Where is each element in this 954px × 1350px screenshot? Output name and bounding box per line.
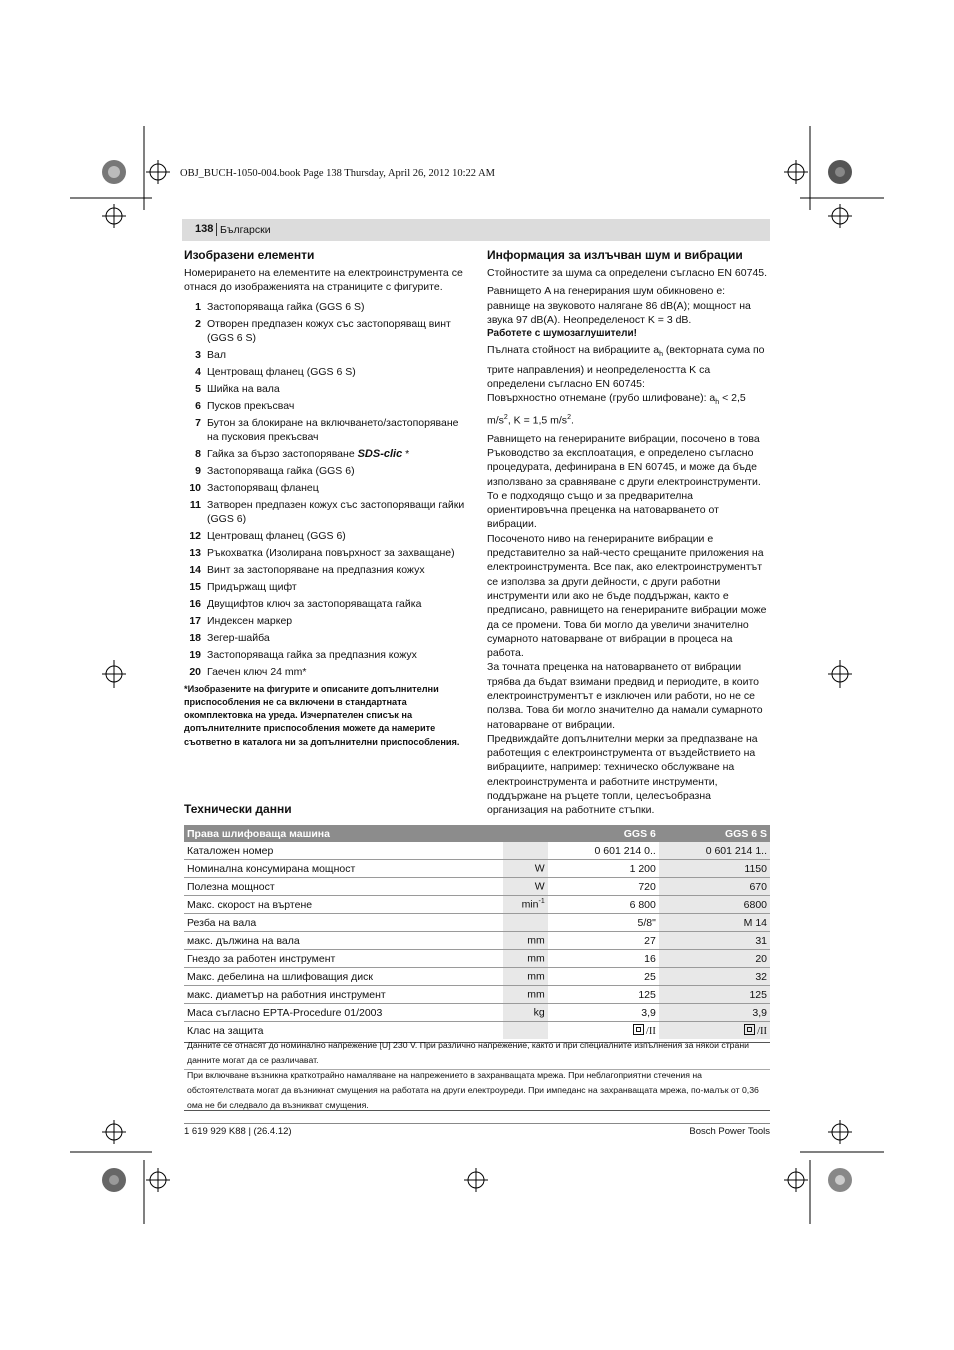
section-heading: Информация за излъчван шум и вибрации bbox=[487, 248, 743, 262]
list-item bbox=[184, 597, 467, 611]
spec-unit: mm bbox=[503, 968, 547, 986]
paragraph: Предвиждайте допълнителни мерки за предпазване на работещия с електроинструмента от въздействието на вибрациите, например: техническо обслужване на електроинструмента и работните инструменти, поддържане на ръцете топли, целесъобразна организация на работните стъпки. bbox=[487, 732, 758, 817]
spec-label: макс. диаметър на работния инструмент bbox=[184, 986, 503, 1004]
spec-value-ggs6: 0 601 214 0.. bbox=[548, 842, 659, 860]
item-text: Гайка за бързо застопоряване SDS-clic * bbox=[207, 447, 410, 460]
item-number: 14 bbox=[189, 563, 201, 576]
spec-unit bbox=[503, 842, 547, 860]
list-item bbox=[184, 529, 467, 543]
list-item bbox=[184, 399, 467, 413]
item-number: 6 bbox=[195, 399, 201, 412]
spec-label: Резба на вала bbox=[184, 914, 503, 932]
item-number: 9 bbox=[195, 464, 201, 477]
item-number: 20 bbox=[189, 665, 201, 678]
list-item bbox=[184, 447, 467, 461]
item-number: 12 bbox=[189, 529, 201, 542]
item-number: 4 bbox=[195, 365, 201, 378]
list-item bbox=[184, 348, 467, 362]
spec-unit: kg bbox=[503, 1004, 547, 1022]
item-number: 10 bbox=[189, 481, 201, 494]
paragraph: Повърхностно отнемане (грубо шлифоване): $a_h < 2,5$ $m/s^2$, K = 1,5 $m/s^2$. bbox=[487, 392, 746, 427]
table-row bbox=[184, 896, 770, 914]
item-number: 16 bbox=[189, 597, 201, 610]
table-row bbox=[184, 1022, 770, 1040]
table-row bbox=[184, 914, 770, 932]
table-row bbox=[184, 932, 770, 950]
table-row bbox=[184, 860, 770, 878]
header-divider bbox=[216, 223, 217, 236]
spec-value-ggs6s: /II bbox=[659, 1022, 770, 1040]
list-item bbox=[184, 498, 467, 526]
list-item bbox=[184, 614, 467, 628]
table-row bbox=[184, 842, 770, 860]
spec-unit bbox=[503, 914, 547, 932]
print-header: OBJ_BUCH-1050-004.book Page 138 Thursday, April 26, 2012 10:22 AM bbox=[180, 168, 495, 179]
list-item bbox=[184, 563, 467, 577]
item-text: Застопоряваща гайка (GGS 6) bbox=[207, 464, 355, 477]
item-text: Застопоряващ фланец bbox=[207, 481, 319, 494]
spec-label: Каталожен номер bbox=[184, 842, 503, 860]
list-item bbox=[184, 631, 467, 645]
item-text: Ръкохватка (Изолирана повърхност за захващане) bbox=[207, 546, 455, 559]
item-number: 17 bbox=[189, 614, 201, 627]
spec-value-ggs6s: 32 bbox=[659, 968, 770, 986]
table-header-cell: Права шлифоваща машина bbox=[184, 825, 503, 842]
list-item bbox=[184, 481, 467, 495]
spec-unit: mm bbox=[503, 950, 547, 968]
item-number: 3 bbox=[195, 348, 201, 361]
spec-label: Макс. скорост на въртене bbox=[184, 896, 503, 914]
spec-unit: W bbox=[503, 860, 547, 878]
list-item bbox=[184, 416, 467, 444]
item-number: 15 bbox=[189, 580, 201, 593]
list-item bbox=[184, 648, 467, 662]
protection-class-icon bbox=[633, 1024, 644, 1035]
footer-doc-number: 1 619 929 K88 | (26.4.12) bbox=[184, 1126, 292, 1137]
item-text: Индексен маркер bbox=[207, 614, 293, 627]
table-row bbox=[184, 1004, 770, 1022]
spec-value-ggs6s: 31 bbox=[659, 932, 770, 950]
spec-label: Клас на защита bbox=[187, 1024, 264, 1037]
item-text: Застопоряваща гайка (GGS 6 S) bbox=[207, 300, 365, 313]
paragraph: Пълната стойност на вибрациите $a_h$ (векторната сума по трите направления) и неопределеността K са определени съгласно EN 60745: bbox=[487, 344, 765, 391]
spec-label: макс. дължина на вала bbox=[184, 932, 503, 950]
table-note: Данните се отнасят до номинално напрежение [U] 230 V. При различно напрежение, както и при специалните изпълнения за някои страни данните могат да се различават. bbox=[187, 1040, 750, 1065]
spec-unit: W bbox=[503, 878, 547, 896]
item-text: Зегер-шайба bbox=[207, 631, 270, 644]
spec-value-ggs6: 16 bbox=[548, 950, 659, 968]
item-number: 13 bbox=[189, 546, 201, 559]
protection-class-icon bbox=[744, 1024, 755, 1035]
item-text: Центроващ фланец (GGS 6) bbox=[207, 529, 346, 542]
table-header-cell: GGS 6 bbox=[548, 825, 659, 842]
item-text: Центроващ фланец (GGS 6 S) bbox=[207, 365, 356, 378]
spec-value-ggs6: 6 800 bbox=[548, 896, 659, 914]
table-note: При включване възникна краткотрайно намаляване на напрежението в захранващата мрежа. При неблагоприятни стечения на обстоятелствата могат да възникнат смущения на работата на други електроуреди. При импеданс на захранващата мрежа, по-малък от 0,36 ома не би следвало да възникват смущения. bbox=[187, 1070, 759, 1110]
item-number: 5 bbox=[195, 382, 201, 395]
list-item bbox=[184, 464, 467, 478]
paragraph: Посоченото ниво на генерираните вибрации е представително за най-често срещаните приложения на електроинструмента. Все пак, ако електроинструментът се използва за други дейности, с други работни инструменти или ако не бъде поддържан, както е предписано, равнището на генерираните вибрации може да се промени. Това би могло да увеличи значително сумарното натоварване от вибрации в процеса на работа. bbox=[487, 532, 767, 660]
item-text: Бутон за блокиране на включването/застопоряване на пусковия прекъсвач bbox=[207, 416, 459, 443]
spec-label: Маса съгласно EPTA-Procedure 01/2003 bbox=[184, 1004, 503, 1022]
item-text: Отворен предпазен кожух със застопоряващ винт (GGS 6 S) bbox=[207, 317, 451, 344]
item-number: 2 bbox=[195, 317, 201, 330]
paragraph: Равнището A на генерирания шум обикновено е: равнище на звуковото налягане 86 dB(A); мощност на звука 97 dB(A). Неопределеност K = 3 dB. bbox=[487, 285, 751, 326]
component-list bbox=[184, 300, 467, 679]
item-text: Вал bbox=[207, 348, 226, 361]
spec-value-ggs6s: M 14 bbox=[659, 914, 770, 932]
sds-clic-logo: SDS-clic bbox=[357, 447, 403, 460]
item-text: Винт за застопоряване на предпазния кожух bbox=[207, 563, 425, 576]
item-text: Шийка на вала bbox=[207, 382, 280, 395]
list-item bbox=[184, 300, 467, 314]
list-item bbox=[184, 546, 467, 560]
table-header-cell bbox=[503, 825, 547, 842]
tech-data-heading: Технически данни bbox=[184, 802, 292, 816]
divider bbox=[184, 1110, 770, 1111]
item-text: Гаечен ключ 24 mm* bbox=[207, 665, 307, 678]
spec-value-ggs6s: 125 bbox=[659, 986, 770, 1004]
paragraph: Равнището на генерираните вибрации, посочено в това Ръководство за експлоатация, е определено съгласно процедурата, дефинирана в EN 60745, и може да бъде използвано за сравняване с други електроинструменти. То е подходящо също и за предварителна ориентировъчна преценка на натоварването от вибрации. bbox=[487, 432, 761, 531]
language-label: Български bbox=[220, 224, 271, 236]
table-row bbox=[184, 878, 770, 896]
spec-value-ggs6s: 670 bbox=[659, 878, 770, 896]
table-row bbox=[184, 950, 770, 968]
warning-text: Работете с шумозаглушители! bbox=[487, 328, 637, 340]
list-item bbox=[184, 665, 467, 679]
item-text: Двущифтов ключ за застопоряващата гайка bbox=[207, 597, 422, 610]
spec-value-ggs6: 5/8" bbox=[548, 914, 659, 932]
table-row bbox=[184, 986, 770, 1004]
spec-label: Гнездо за работен инструмент bbox=[184, 950, 503, 968]
paragraph: Стойностите за шума са определени съгласно EN 60745. bbox=[487, 267, 768, 279]
item-number: 19 bbox=[189, 648, 201, 661]
spec-value-ggs6: /II bbox=[548, 1022, 659, 1040]
item-number: 8 bbox=[195, 447, 201, 460]
item-text: Придържащ щифт bbox=[207, 580, 297, 593]
item-number: 1 bbox=[195, 300, 201, 313]
section-heading: Изобразени елементи bbox=[184, 248, 315, 262]
item-number: 7 bbox=[195, 416, 201, 429]
table-header-row bbox=[184, 825, 770, 842]
tech-data-table bbox=[184, 825, 770, 1039]
spec-unit: $\min^{-1}$ bbox=[503, 896, 547, 914]
spec-label: Номинална консумирана мощност bbox=[184, 860, 503, 878]
list-item bbox=[184, 365, 467, 379]
spec-value-ggs6s: 6800 bbox=[659, 896, 770, 914]
spec-value-ggs6: 720 bbox=[548, 878, 659, 896]
left-column bbox=[184, 248, 467, 749]
item-number: 11 bbox=[189, 498, 201, 511]
table-row bbox=[184, 968, 770, 986]
spec-unit bbox=[503, 1022, 547, 1040]
list-item bbox=[184, 382, 467, 396]
footnote: *Изобразените на фигурите и описаните допълнителни приспособления не са включени в стандартната окомплектовка на уреда. Изчерпателен списък на допълнителните приспособления можете да намерите съответно в каталога ни за допълнителни приспособления. bbox=[184, 683, 460, 747]
spec-value-ggs6s: 1150 bbox=[659, 860, 770, 878]
list-item bbox=[184, 580, 467, 594]
spec-unit: mm bbox=[503, 986, 547, 1004]
table-header-cell: GGS 6 S bbox=[659, 825, 770, 842]
spec-value-ggs6: 27 bbox=[548, 932, 659, 950]
spec-label: Макс. дебелина на шлифоващия диск bbox=[184, 968, 503, 986]
spec-value-ggs6s: 0 601 214 1.. bbox=[659, 842, 770, 860]
item-text: Застопоряваща гайка за предпазния кожух bbox=[207, 648, 417, 661]
right-column bbox=[487, 248, 770, 818]
item-number: 18 bbox=[189, 631, 201, 644]
spec-unit: mm bbox=[503, 932, 547, 950]
item-text: Пусков прекъсвач bbox=[207, 399, 295, 412]
intro-paragraph: Номерирането на елементите на електроинструмента се отнася до изображенията на страниците с фигурите. bbox=[184, 267, 463, 294]
spec-label: Полезна мощност bbox=[184, 878, 503, 896]
page-number: 138 bbox=[195, 223, 214, 235]
spec-value-ggs6s: 3,9 bbox=[659, 1004, 770, 1022]
list-item bbox=[184, 317, 467, 345]
footer-brand: Bosch Power Tools bbox=[689, 1126, 770, 1137]
page-header-bar bbox=[182, 219, 770, 241]
footer-rule bbox=[184, 1123, 770, 1124]
spec-value-ggs6: 125 bbox=[548, 986, 659, 1004]
item-text: Затворен предпазен кожух със застопоряващи гайки (GGS 6) bbox=[207, 498, 465, 525]
spec-value-ggs6: 3,9 bbox=[548, 1004, 659, 1022]
spec-value-ggs6: 25 bbox=[548, 968, 659, 986]
spec-value-ggs6: 1 200 bbox=[548, 860, 659, 878]
paragraph: За точната преценка на натоварването от вибрации трябва да бъдат взимани предвид и периодите, в които електроинструментът е изключен или работи, но не се ползва. Това би могло значително да намали сумарното натоварване от вибрации. bbox=[487, 661, 763, 731]
spec-value-ggs6s: 20 bbox=[659, 950, 770, 968]
